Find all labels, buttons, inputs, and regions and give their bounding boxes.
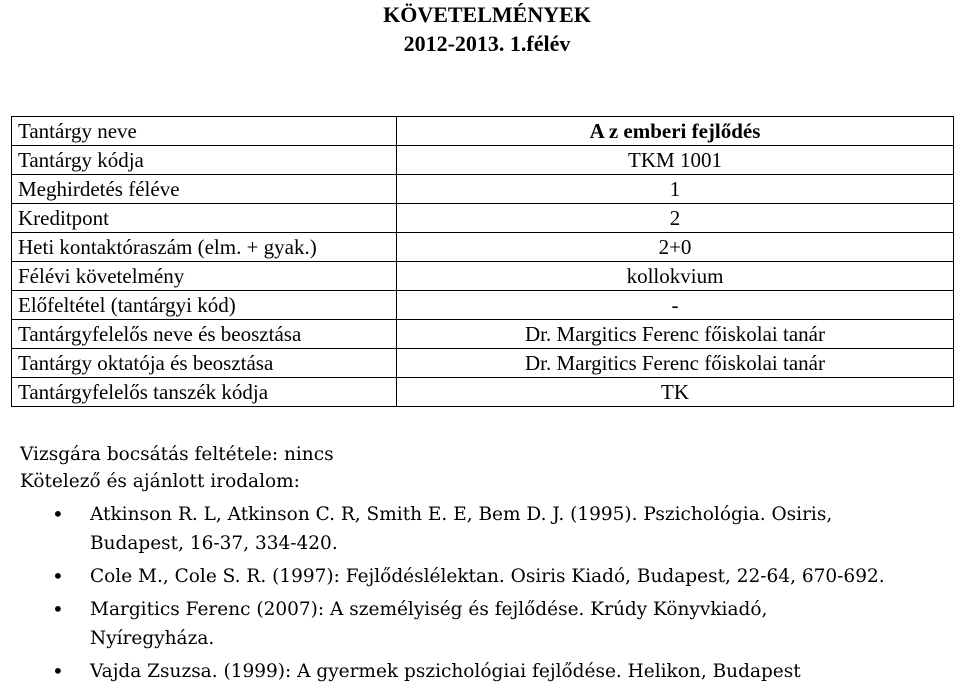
literature-heading: Kötelező és ajánlott irodalom: — [20, 471, 300, 492]
reference-line: Atkinson R. L, Atkinson C. R, Smith E. E, Bem D. J. (1995). Pszichológia. Osiris, — [90, 504, 833, 525]
table-row — [12, 349, 954, 378]
row-value: TK — [397, 378, 954, 407]
reference-line: Cole M., Cole S. R. (1997): Fejlődéslélektan. Osiris Kiadó, Budapest, 22-64, 670-692. — [90, 566, 885, 587]
row-value: 1 — [397, 175, 954, 204]
table-row — [12, 233, 954, 262]
list-item — [52, 595, 885, 653]
row-value: Dr. Margitics Ferenc főiskolai tanár — [397, 320, 954, 349]
row-value: 2+0 — [397, 233, 954, 262]
reference-list — [52, 500, 885, 686]
table-row — [12, 204, 954, 233]
reference-line: Margitics Ferenc (2007): A személyiség és fejlődése. Krúdy Könyvkiadó, — [90, 599, 768, 620]
course-requirements-table — [11, 116, 954, 407]
table-row — [12, 378, 954, 407]
row-value: 2 — [397, 204, 954, 233]
bullet-icon: • — [52, 502, 64, 526]
document-subtitle: 2012-2013. 1.félév — [403, 31, 571, 56]
bullet-icon: • — [52, 564, 64, 588]
reference-line: Nyíregyháza. — [90, 628, 215, 649]
row-label: Félévi követelmény — [12, 262, 397, 291]
row-label: Heti kontaktóraszám (elm. + gyak.) — [12, 233, 397, 262]
table-row — [12, 117, 954, 146]
exam-condition-text: Vizsgára bocsátás feltétele: nincs — [20, 444, 334, 465]
row-value: Dr. Margitics Ferenc főiskolai tanár — [397, 349, 954, 378]
list-item — [52, 562, 885, 591]
row-value: A z emberi fejlődés — [397, 117, 954, 146]
row-label: Előfeltétel (tantárgyi kód) — [12, 291, 397, 320]
row-label: Kreditpont — [12, 204, 397, 233]
row-label: Meghirdetés féléve — [12, 175, 397, 204]
table-row — [12, 262, 954, 291]
table-row — [12, 175, 954, 204]
reference-line: Vajda Zsuzsa. (1999): A gyermek pszichológiai fejlődése. Helikon, Budapest — [90, 661, 801, 682]
table-row — [12, 320, 954, 349]
row-label: Tantárgy kódja — [12, 146, 397, 175]
table-row — [12, 146, 954, 175]
bullet-icon: • — [52, 597, 64, 621]
reference-line: Budapest, 16-37, 334-420. — [90, 533, 338, 554]
table-row — [12, 291, 954, 320]
row-value: kollokvium — [397, 262, 954, 291]
row-label: Tantárgyfelelős neve és beosztása — [12, 320, 397, 349]
row-label: Tantárgy oktatója és beosztása — [12, 349, 397, 378]
row-label: Tantárgy neve — [12, 117, 397, 146]
row-value: TKM 1001 — [397, 146, 954, 175]
document-title: KÖVETELMÉNYEK — [383, 2, 591, 27]
list-item — [52, 500, 885, 558]
row-label: Tantárgyfelelős tanszék kódja — [12, 378, 397, 407]
row-value: - — [397, 291, 954, 320]
bullet-icon: • — [52, 659, 64, 683]
